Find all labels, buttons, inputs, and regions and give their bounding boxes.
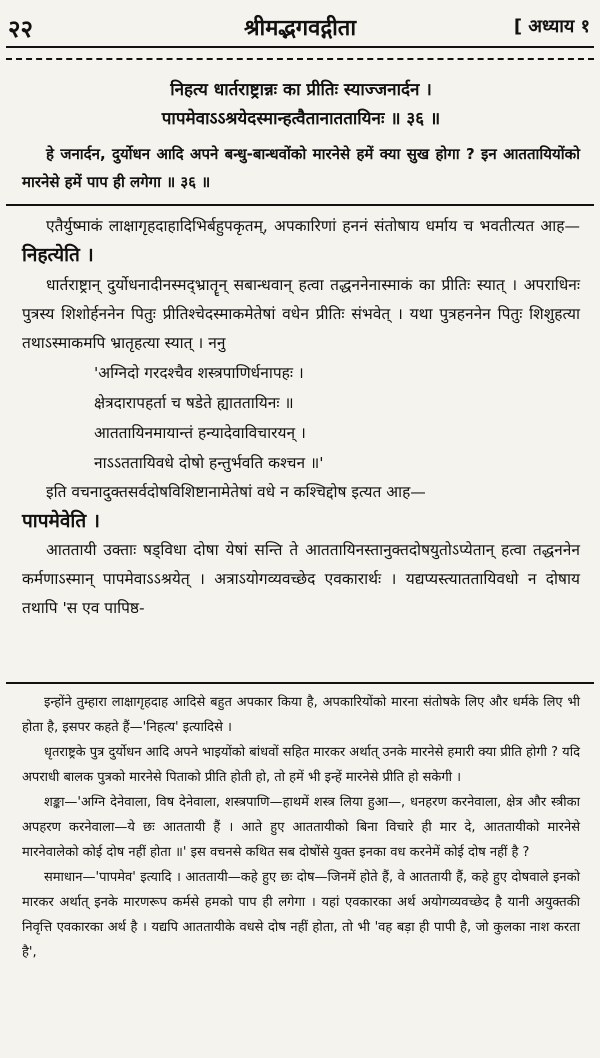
quoted-verse <box>22 358 580 478</box>
header-dashed-rule <box>6 58 594 60</box>
page-header <box>0 10 600 42</box>
hindi-para-3: शङ्का—'अग्नि देनेवाला, विष देनेवाला, शस्त्रपाणि—हाथमें शस्त्र लिया हुआ—, धनहरण करनेवाला, क्षेत्र और स्त्रीका अपहरण करनेवाला—ये छः आततायी हैं । आते हुए आततायीको बिना विचारे ही मार दे, आततायीको मारनेसे मारनेवालेको कोई दोष नहीं होता ॥' इस वचनसे कथित सब दोषोंसे युक्त इनका वध करनेमें कोई दोष नहीं है ? <box>22 795 580 860</box>
quote-line-1: 'अग्निदो गरदश्चैव शस्त्रपाणिर्धनापहः । <box>94 364 304 382</box>
hindi-commentary <box>22 690 580 965</box>
quote-line-4: नाऽऽततायिवधे दोषो हन्तुर्भवति कश्चन ॥' <box>94 454 324 472</box>
section-rule-2 <box>6 682 594 684</box>
page-number: २२ <box>8 15 33 43</box>
commentary-para-1-text: एतैर्युष्माकं लाक्षागृहदाहादिभिर्बहुपकृतम्, अपकारिणां हननं संतोषाय धर्माय च भवतीत्यत आह— <box>46 217 580 235</box>
commentary-keyword-1: निहत्येति । <box>22 244 94 266</box>
commentary-para-4: आततायी उक्ताः षड्विधा दोषा येषां सन्ति ते आततायिनस्तानुक्तदोषयुतोऽप्येतान् हत्वा तद्धननेन कर्मणाऽस्मान् पापमेवाऽऽश्रयेत् । अत्राऽयोगव्यवच्छेद एवकारार्थः । यद्यप्यस्त्याततायिवधो न दोषाय तथापि 'स एव पापिष्ठ- <box>22 541 580 617</box>
verse-translation: हे जनार्दन, दुर्योधन आदि अपने बन्धु-बान्धवोंको मारनेसे हमें क्या सुख होगा ? इन आततायियोंको मारनेसे हमें पाप ही लगेगा ॥ ३६ ॥ <box>22 145 580 191</box>
commentary-para-2: धार्तराष्ट्रान् दुर्योधनादीनस्मद्भ्रातॄन् सबान्धवान् हत्वा तद्धननेनास्माकं का प्रीतिः स्यात् । अपराधिनः पुत्रस्य शिशोर्हननेन पितुः प्रीतिश्चेदस्माकमेतेषां वधेन प्रीतिः संभवेत् । यथा पुत्रहननेन पितुः शिशुहत्या तथाऽस्माकमपि भ्रातृहत्या स्यात् । ननु <box>22 276 580 352</box>
commentary-keyword-2: पापमेवेति । <box>22 510 100 532</box>
hindi-para-4: समाधान—'पापमेव' इत्यादि । आततायी—कहे हुए छः दोष—जिनमें होते हैं, वे आततायी हैं, कहे हुए दोषवाले इनको मारकर अर्थात् इनके मारणरूप कर्मसे हमको पाप ही लगेगा । यहां एवकारका अर्थ अयोगव्यवच्छेद है यानी अयुक्तकी निवृत्ति एवकारका अर्थ है । यद्यपि आततायीके वधसे दोष नहीं होता, तो भी 'वह बड़ा ही पापी है, जो कुलका नाश करता है', <box>22 870 580 960</box>
chapter-label: [ अध्याय १ <box>513 16 590 37</box>
sanskrit-commentary <box>22 212 580 623</box>
page-title: श्रीमद्भगवद्गीता <box>243 16 357 41</box>
section-rule-1 <box>6 204 594 206</box>
header-rule <box>6 46 594 48</box>
verse-line-1: निहत्य धार्तराष्ट्रान्नः का प्रीतिः स्याज्जनार्दन । <box>170 80 432 100</box>
quote-line-3: आततायिनमायान्तं हन्यादेवाविचारयन् । <box>94 424 306 442</box>
quote-line-2: क्षेत्रदारापहर्ता च षडेते ह्याततायिनः ॥ <box>94 394 294 412</box>
commentary-para-1 <box>22 212 580 271</box>
hindi-para-1: इन्होंने तुम्हारा लाक्षागृहदाह आदिसे बहुत अपकार किया है, अपकारियोंको मारना संतोषके लिए और धर्मके लिए भी होता है, इसपर कहते हैं—'निहत्य' इत्यादिसे । <box>22 695 580 735</box>
verse-line-2: पापमेवाऽऽश्रयेदस्मान्हत्वैतानाततायिनः ॥ ३६ ॥ <box>161 109 441 129</box>
translation-block <box>22 140 580 196</box>
verse-block <box>22 76 580 134</box>
commentary-para-3: इति वचनादुक्तसर्वदोषविशिष्टानामेतेषां वधे न कश्चिद्दोष इत्यत आह— <box>46 483 426 501</box>
hindi-para-2: धृतराष्ट्रके पुत्र दुर्योधन आदि अपने भाइयोंको बांधवों सहित मारकर अर्थात् उनके मारनेसे हमारी क्या प्रीति होगी ? यदि अपराधी बालक पुत्रको मारनेसे पिताको प्रीति होती हो, तो हमें भी इन्हें मारनेसे प्रीति हो सकेगी । <box>22 745 580 785</box>
